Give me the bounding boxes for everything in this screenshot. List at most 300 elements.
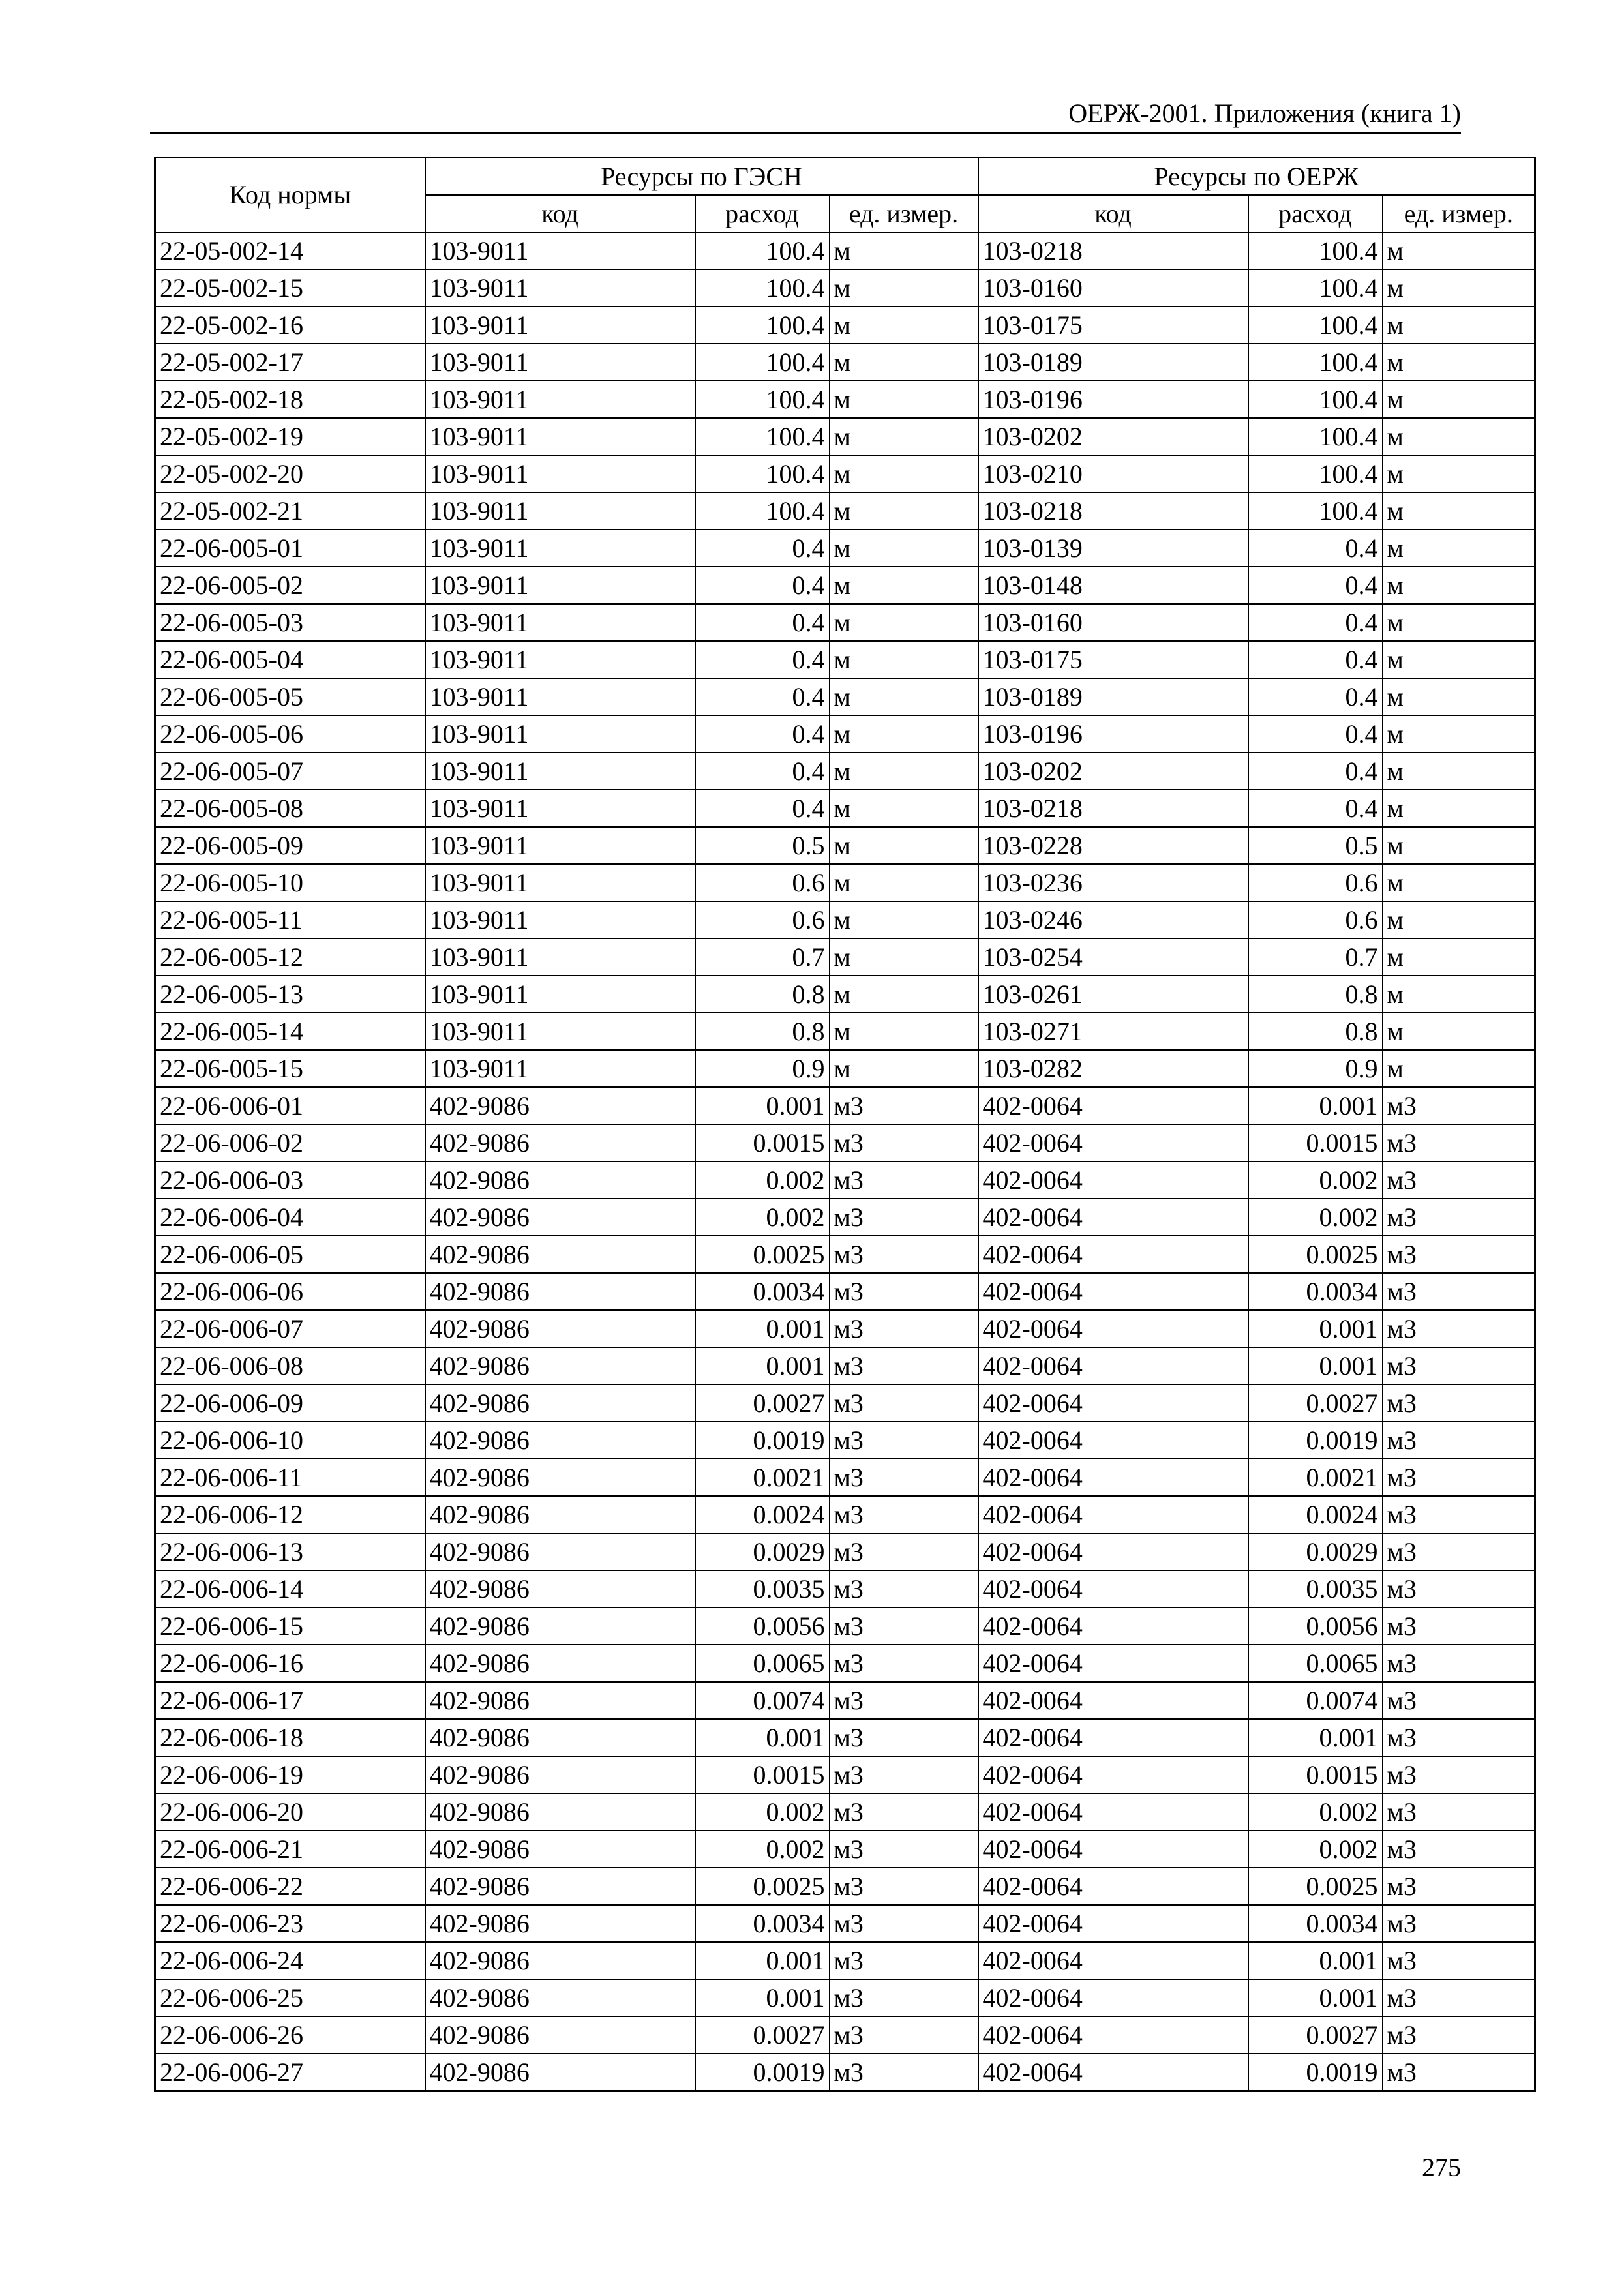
table-row [155,1645,1535,1682]
cell-norm-code: 22-06-006-18 [155,1719,425,1756]
cell-oerzh-unit: м [1383,530,1535,567]
cell-gesn-code: 402-9086 [425,1422,695,1459]
cell-gesn-code: 402-9086 [425,1570,695,1608]
cell-norm-code: 22-06-006-10 [155,1422,425,1459]
cell-gesn-code: 103-9011 [425,307,695,344]
table-row [155,1459,1535,1496]
cell-gesn-code: 402-9086 [425,1979,695,2016]
cell-oerzh-rate: 0.4 [1248,604,1383,641]
table-row [155,1384,1535,1422]
cell-gesn-code: 402-9086 [425,1756,695,1793]
table-row [155,1905,1535,1942]
cell-oerzh-rate: 0.0027 [1248,1384,1383,1422]
cell-gesn-unit: м [830,344,978,381]
cell-gesn-unit: м3 [830,1384,978,1422]
resources-table [154,157,1536,2092]
cell-oerzh-code: 103-0175 [978,307,1248,344]
table-body [155,232,1535,2091]
cell-gesn-code: 103-9011 [425,381,695,418]
cell-oerzh-code: 402-0064 [978,2016,1248,2054]
cell-oerzh-code: 402-0064 [978,1273,1248,1310]
cell-oerzh-rate: 100.4 [1248,269,1383,307]
cell-oerzh-code: 402-0064 [978,1199,1248,1236]
cell-gesn-code: 103-9011 [425,232,695,269]
cell-norm-code: 22-06-006-14 [155,1570,425,1608]
table-row [155,1124,1535,1161]
cell-gesn-rate: 0.0025 [695,1236,830,1273]
cell-gesn-code: 402-9086 [425,1608,695,1645]
cell-oerzh-code: 402-0064 [978,1719,1248,1756]
cell-oerzh-rate: 0.8 [1248,976,1383,1013]
cell-norm-code: 22-05-002-18 [155,381,425,418]
cell-gesn-unit: м [830,418,978,455]
cell-oerzh-unit: м3 [1383,1124,1535,1161]
cell-oerzh-unit: м3 [1383,1199,1535,1236]
cell-gesn-rate: 0.0027 [695,2016,830,2054]
cell-gesn-unit: м3 [830,1347,978,1384]
cell-norm-code: 22-06-006-21 [155,1831,425,1868]
cell-oerzh-rate: 0.001 [1248,1347,1383,1384]
cell-oerzh-code: 402-0064 [978,1905,1248,1942]
cell-gesn-unit: м [830,827,978,864]
cell-oerzh-rate: 0.6 [1248,901,1383,938]
cell-gesn-code: 103-9011 [425,418,695,455]
cell-gesn-unit: м3 [830,1756,978,1793]
cell-oerzh-rate: 0.0025 [1248,1868,1383,1905]
cell-gesn-rate: 0.001 [695,1979,830,2016]
cell-gesn-unit: м [830,753,978,790]
cell-oerzh-rate: 100.4 [1248,232,1383,269]
cell-oerzh-unit: м [1383,678,1535,715]
cell-gesn-unit: м3 [830,1124,978,1161]
cell-norm-code: 22-06-006-19 [155,1756,425,1793]
cell-oerzh-code: 402-0064 [978,1422,1248,1459]
cell-oerzh-code: 402-0064 [978,1831,1248,1868]
cell-oerzh-code: 103-0218 [978,790,1248,827]
table-row [155,1942,1535,1979]
cell-oerzh-rate: 100.4 [1248,455,1383,492]
cell-norm-code: 22-05-002-19 [155,418,425,455]
table-row [155,1347,1535,1384]
cell-gesn-code: 103-9011 [425,492,695,530]
cell-oerzh-code: 402-0064 [978,1087,1248,1124]
running-header: ОЕРЖ-2001. Приложения (книга 1) [1068,98,1461,128]
cell-oerzh-rate: 0.001 [1248,1310,1383,1347]
cell-oerzh-rate: 0.0024 [1248,1496,1383,1533]
cell-gesn-unit: м [830,790,978,827]
cell-gesn-rate: 0.001 [695,1719,830,1756]
cell-norm-code: 22-06-005-15 [155,1050,425,1087]
cell-oerzh-rate: 0.4 [1248,530,1383,567]
cell-oerzh-unit: м [1383,938,1535,976]
cell-gesn-code: 402-9086 [425,1645,695,1682]
col-header-oerzh-code: код [978,195,1248,232]
cell-norm-code: 22-06-005-11 [155,901,425,938]
cell-norm-code: 22-06-006-17 [155,1682,425,1719]
cell-gesn-unit: м3 [830,1793,978,1831]
cell-gesn-rate: 0.002 [695,1161,830,1199]
cell-oerzh-rate: 0.001 [1248,1087,1383,1124]
cell-norm-code: 22-06-006-12 [155,1496,425,1533]
table-row [155,864,1535,901]
cell-oerzh-code: 103-0202 [978,418,1248,455]
cell-oerzh-code: 402-0064 [978,1793,1248,1831]
cell-gesn-rate: 0.001 [695,1087,830,1124]
cell-oerzh-rate: 0.4 [1248,753,1383,790]
cell-oerzh-code: 103-0202 [978,753,1248,790]
cell-gesn-code: 402-9086 [425,1273,695,1310]
cell-norm-code: 22-06-005-10 [155,864,425,901]
cell-gesn-code: 402-9086 [425,1124,695,1161]
cell-oerzh-rate: 0.002 [1248,1831,1383,1868]
cell-gesn-code: 402-9086 [425,1868,695,1905]
table-row [155,1422,1535,1459]
table-row [155,1682,1535,1719]
cell-gesn-code: 402-9086 [425,1161,695,1199]
cell-oerzh-unit: м [1383,344,1535,381]
cell-oerzh-code: 103-0189 [978,344,1248,381]
cell-gesn-code: 103-9011 [425,604,695,641]
cell-oerzh-unit: м [1383,864,1535,901]
cell-oerzh-rate: 0.0019 [1248,1422,1383,1459]
col-group-oerzh: Ресурсы по ОЕРЖ [978,158,1535,196]
cell-gesn-unit: м3 [830,1645,978,1682]
table-row [155,715,1535,753]
cell-oerzh-unit: м3 [1383,1422,1535,1459]
table-row [155,269,1535,307]
cell-gesn-rate: 0.0065 [695,1645,830,1682]
cell-oerzh-code: 103-0261 [978,976,1248,1013]
cell-gesn-code: 402-9086 [425,1831,695,1868]
cell-gesn-rate: 0.0025 [695,1868,830,1905]
cell-gesn-code: 402-9086 [425,1496,695,1533]
cell-norm-code: 22-06-005-02 [155,567,425,604]
cell-norm-code: 22-06-006-25 [155,1979,425,2016]
table-row [155,2016,1535,2054]
table-row [155,1013,1535,1050]
cell-oerzh-code: 103-0282 [978,1050,1248,1087]
cell-oerzh-rate: 0.001 [1248,1719,1383,1756]
cell-oerzh-rate: 0.0074 [1248,1682,1383,1719]
cell-oerzh-code: 103-0160 [978,604,1248,641]
cell-gesn-unit: м3 [830,1682,978,1719]
cell-oerzh-unit: м [1383,418,1535,455]
cell-oerzh-rate: 0.6 [1248,864,1383,901]
cell-gesn-rate: 0.0029 [695,1533,830,1570]
table-head-row-groups [155,158,1535,196]
cell-oerzh-code: 103-0218 [978,492,1248,530]
cell-gesn-unit: м3 [830,1608,978,1645]
cell-gesn-code: 402-9086 [425,1719,695,1756]
table-row [155,1310,1535,1347]
cell-gesn-unit: м3 [830,1236,978,1273]
cell-gesn-rate: 0.001 [695,1310,830,1347]
cell-gesn-code: 402-9086 [425,1942,695,1979]
cell-oerzh-rate: 0.002 [1248,1161,1383,1199]
cell-gesn-rate: 0.0034 [695,1905,830,1942]
cell-gesn-rate: 0.6 [695,864,830,901]
cell-oerzh-unit: м [1383,307,1535,344]
cell-gesn-unit: м [830,381,978,418]
cell-oerzh-code: 402-0064 [978,1645,1248,1682]
table-row [155,567,1535,604]
cell-oerzh-rate: 0.0035 [1248,1570,1383,1608]
cell-gesn-rate: 0.0015 [695,1756,830,1793]
table-row [155,901,1535,938]
cell-oerzh-rate: 100.4 [1248,307,1383,344]
cell-oerzh-code: 103-0228 [978,827,1248,864]
cell-oerzh-unit: м [1383,827,1535,864]
cell-gesn-unit: м3 [830,1310,978,1347]
cell-gesn-unit: м3 [830,2016,978,2054]
cell-oerzh-unit: м3 [1383,1570,1535,1608]
cell-gesn-rate: 0.0024 [695,1496,830,1533]
cell-gesn-rate: 100.4 [695,344,830,381]
table-row [155,381,1535,418]
cell-gesn-rate: 0.4 [695,604,830,641]
cell-norm-code: 22-06-006-05 [155,1236,425,1273]
cell-oerzh-unit: м3 [1383,1496,1535,1533]
cell-norm-code: 22-06-006-26 [155,2016,425,2054]
table-row [155,307,1535,344]
cell-gesn-code: 103-9011 [425,530,695,567]
cell-oerzh-unit: м3 [1383,2054,1535,2091]
cell-gesn-code: 402-9086 [425,1793,695,1831]
cell-gesn-code: 402-9086 [425,1199,695,1236]
cell-oerzh-code: 402-0064 [978,1533,1248,1570]
cell-gesn-rate: 0.001 [695,1942,830,1979]
cell-oerzh-rate: 0.001 [1248,1942,1383,1979]
table-row [155,1570,1535,1608]
cell-gesn-unit: м [830,492,978,530]
cell-oerzh-code: 402-0064 [978,1756,1248,1793]
cell-oerzh-rate: 0.8 [1248,1013,1383,1050]
table-row [155,530,1535,567]
cell-oerzh-code: 103-0246 [978,901,1248,938]
cell-oerzh-rate: 0.002 [1248,1793,1383,1831]
cell-gesn-rate: 0.0027 [695,1384,830,1422]
table-row [155,1087,1535,1124]
cell-norm-code: 22-06-006-08 [155,1347,425,1384]
cell-oerzh-rate: 100.4 [1248,344,1383,381]
cell-gesn-code: 402-9086 [425,1682,695,1719]
table-row [155,232,1535,269]
cell-norm-code: 22-06-005-05 [155,678,425,715]
cell-gesn-code: 103-9011 [425,901,695,938]
table-row [155,753,1535,790]
cell-norm-code: 22-06-005-03 [155,604,425,641]
cell-gesn-rate: 0.8 [695,976,830,1013]
table-row [155,938,1535,976]
cell-gesn-unit: м [830,1050,978,1087]
cell-norm-code: 22-06-005-08 [155,790,425,827]
cell-oerzh-unit: м3 [1383,1347,1535,1384]
cell-norm-code: 22-06-006-03 [155,1161,425,1199]
cell-gesn-code: 103-9011 [425,344,695,381]
cell-norm-code: 22-06-005-06 [155,715,425,753]
cell-oerzh-rate: 0.0019 [1248,2054,1383,2091]
cell-oerzh-unit: м3 [1383,1608,1535,1645]
cell-gesn-code: 103-9011 [425,269,695,307]
cell-gesn-rate: 0.002 [695,1199,830,1236]
col-header-oerzh-unit: ед. измер. [1383,195,1535,232]
cell-gesn-code: 402-9086 [425,1347,695,1384]
cell-gesn-unit: м3 [830,1459,978,1496]
cell-oerzh-rate: 0.0015 [1248,1124,1383,1161]
cell-oerzh-code: 103-0160 [978,269,1248,307]
cell-gesn-rate: 0.4 [695,567,830,604]
table-row [155,1050,1535,1087]
cell-gesn-code: 103-9011 [425,864,695,901]
col-header-gesn-unit: ед. измер. [830,195,978,232]
col-group-gesn: Ресурсы по ГЭСН [425,158,978,196]
table-row [155,1793,1535,1831]
table-row [155,976,1535,1013]
cell-gesn-unit: м3 [830,1719,978,1756]
cell-oerzh-rate: 0.4 [1248,678,1383,715]
cell-gesn-code: 103-9011 [425,976,695,1013]
cell-oerzh-unit: м [1383,715,1535,753]
cell-oerzh-code: 402-0064 [978,1608,1248,1645]
cell-norm-code: 22-06-006-02 [155,1124,425,1161]
cell-gesn-unit: м3 [830,1161,978,1199]
cell-oerzh-rate: 0.4 [1248,641,1383,678]
cell-oerzh-unit: м [1383,492,1535,530]
cell-norm-code: 22-06-006-13 [155,1533,425,1570]
table-row [155,1979,1535,2016]
cell-oerzh-unit: м [1383,976,1535,1013]
cell-gesn-rate: 100.4 [695,269,830,307]
cell-norm-code: 22-06-006-16 [155,1645,425,1682]
cell-gesn-unit: м [830,976,978,1013]
cell-norm-code: 22-06-006-09 [155,1384,425,1422]
cell-gesn-unit: м [830,1013,978,1050]
cell-gesn-unit: м3 [830,1422,978,1459]
cell-gesn-unit: м3 [830,2054,978,2091]
cell-oerzh-unit: м3 [1383,1533,1535,1570]
cell-oerzh-code: 103-0236 [978,864,1248,901]
cell-oerzh-code: 402-0064 [978,1496,1248,1533]
cell-norm-code: 22-06-006-27 [155,2054,425,2091]
cell-gesn-code: 402-9086 [425,1310,695,1347]
cell-gesn-unit: м3 [830,1199,978,1236]
cell-gesn-unit: м [830,567,978,604]
cell-oerzh-rate: 0.0021 [1248,1459,1383,1496]
cell-oerzh-code: 402-0064 [978,1570,1248,1608]
cell-gesn-unit: м [830,232,978,269]
cell-gesn-code: 103-9011 [425,1050,695,1087]
cell-gesn-rate: 0.0035 [695,1570,830,1608]
cell-gesn-rate: 0.4 [695,678,830,715]
cell-gesn-rate: 100.4 [695,418,830,455]
cell-gesn-rate: 0.9 [695,1050,830,1087]
cell-oerzh-code: 402-0064 [978,1868,1248,1905]
cell-oerzh-rate: 100.4 [1248,418,1383,455]
cell-gesn-unit: м3 [830,1496,978,1533]
cell-gesn-rate: 0.001 [695,1347,830,1384]
cell-oerzh-code: 103-0196 [978,715,1248,753]
table-row [155,455,1535,492]
cell-oerzh-code: 103-0148 [978,567,1248,604]
cell-norm-code: 22-06-005-14 [155,1013,425,1050]
cell-norm-code: 22-05-002-21 [155,492,425,530]
cell-norm-code: 22-06-006-01 [155,1087,425,1124]
cell-oerzh-rate: 0.002 [1248,1199,1383,1236]
table-row [155,1273,1535,1310]
cell-oerzh-unit: м [1383,455,1535,492]
table-row [155,1161,1535,1199]
cell-norm-code: 22-06-005-09 [155,827,425,864]
table-row [155,1533,1535,1570]
table-row [155,1608,1535,1645]
cell-gesn-unit: м3 [830,1831,978,1868]
cell-oerzh-rate: 0.0025 [1248,1236,1383,1273]
cell-oerzh-unit: м3 [1383,1236,1535,1273]
cell-gesn-unit: м [830,678,978,715]
col-header-oerzh-rate: расход [1248,195,1383,232]
cell-oerzh-code: 402-0064 [978,1979,1248,2016]
cell-oerzh-code: 402-0064 [978,1682,1248,1719]
cell-oerzh-rate: 0.9 [1248,1050,1383,1087]
cell-oerzh-code: 103-0254 [978,938,1248,976]
cell-norm-code: 22-06-006-24 [155,1942,425,1979]
cell-gesn-rate: 0.0056 [695,1608,830,1645]
cell-oerzh-rate: 0.0056 [1248,1608,1383,1645]
cell-gesn-rate: 0.4 [695,530,830,567]
cell-gesn-code: 402-9086 [425,2054,695,2091]
cell-gesn-rate: 0.0015 [695,1124,830,1161]
cell-gesn-unit: м [830,269,978,307]
table-row [155,1199,1535,1236]
cell-gesn-rate: 100.4 [695,492,830,530]
cell-norm-code: 22-06-005-04 [155,641,425,678]
cell-oerzh-rate: 0.0065 [1248,1645,1383,1682]
cell-gesn-rate: 0.0019 [695,1422,830,1459]
cell-gesn-rate: 0.0021 [695,1459,830,1496]
table-row [155,1868,1535,1905]
cell-gesn-code: 103-9011 [425,678,695,715]
cell-norm-code: 22-06-006-11 [155,1459,425,1496]
cell-oerzh-rate: 0.0029 [1248,1533,1383,1570]
cell-oerzh-code: 402-0064 [978,1310,1248,1347]
cell-oerzh-rate: 0.001 [1248,1979,1383,2016]
cell-gesn-rate: 0.4 [695,753,830,790]
table-row [155,344,1535,381]
table-row [155,678,1535,715]
cell-gesn-rate: 100.4 [695,232,830,269]
cell-oerzh-code: 402-0064 [978,2054,1248,2091]
cell-norm-code: 22-05-002-14 [155,232,425,269]
table-row [155,1831,1535,1868]
cell-gesn-rate: 0.4 [695,641,830,678]
cell-oerzh-code: 402-0064 [978,1942,1248,1979]
cell-gesn-unit: м [830,938,978,976]
cell-gesn-unit: м3 [830,1087,978,1124]
cell-gesn-unit: м [830,864,978,901]
cell-norm-code: 22-06-005-01 [155,530,425,567]
cell-norm-code: 22-06-005-07 [155,753,425,790]
cell-oerzh-rate: 100.4 [1248,492,1383,530]
cell-oerzh-rate: 0.7 [1248,938,1383,976]
cell-gesn-rate: 0.0034 [695,1273,830,1310]
table-row [155,641,1535,678]
cell-oerzh-unit: м3 [1383,1645,1535,1682]
page-number: 275 [1422,2153,1461,2182]
cell-gesn-unit: м [830,715,978,753]
cell-gesn-rate: 0.4 [695,715,830,753]
cell-oerzh-code: 103-0189 [978,678,1248,715]
cell-oerzh-rate: 0.0027 [1248,2016,1383,2054]
